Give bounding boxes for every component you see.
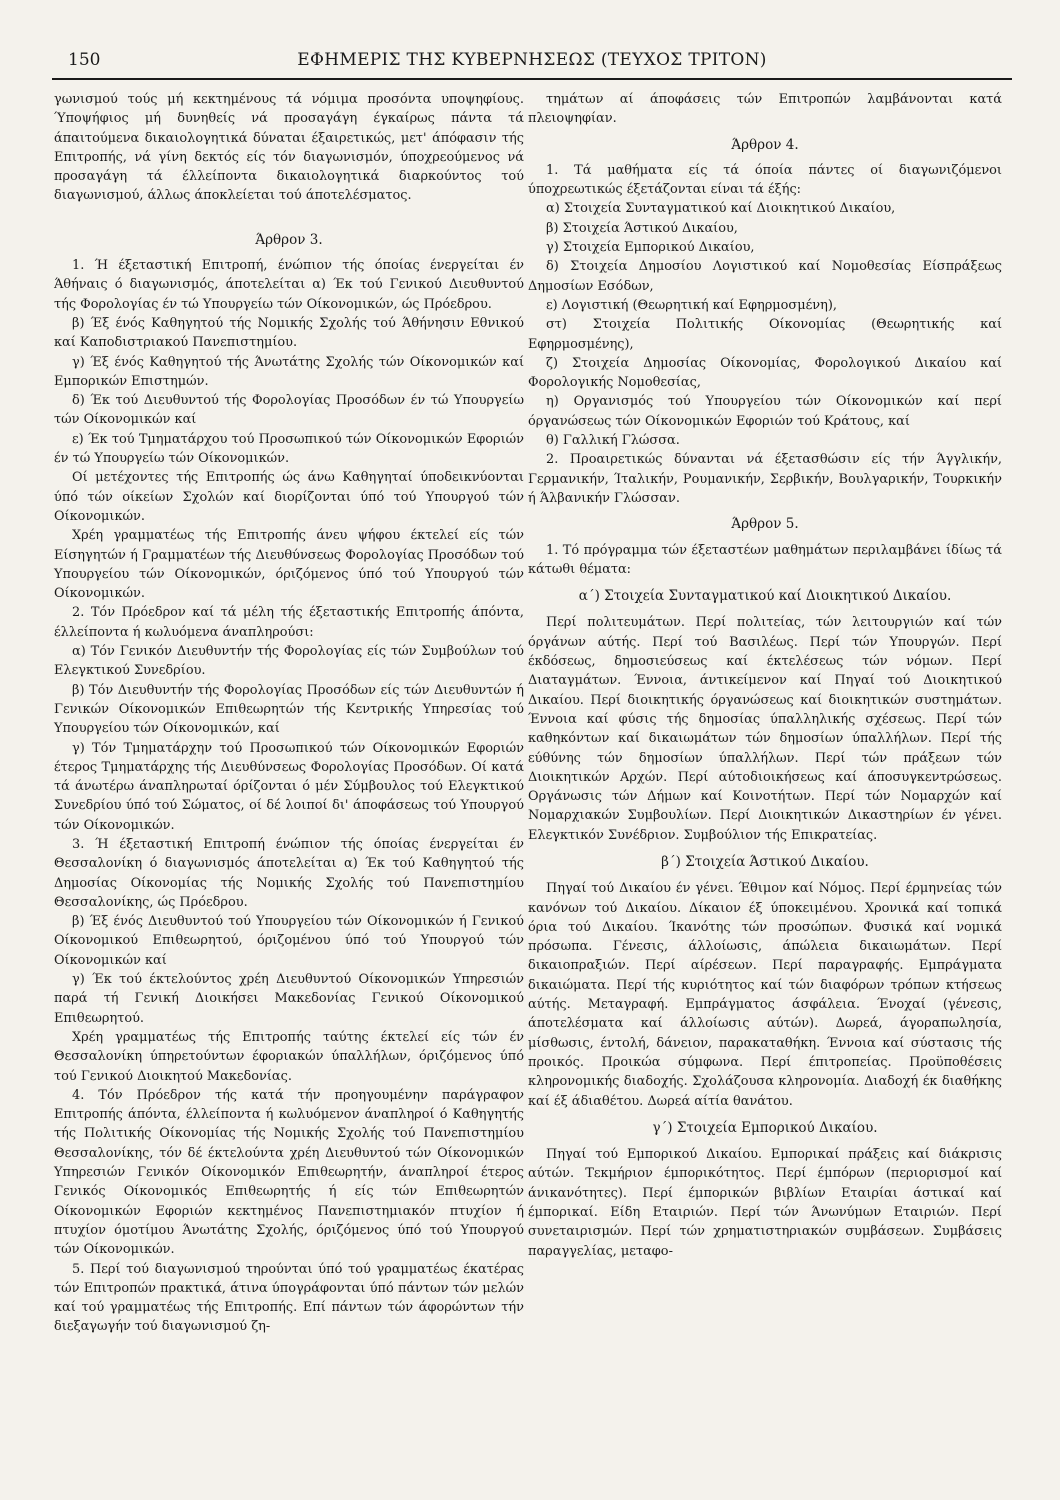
article-heading: Άρθρον 3.	[255, 231, 323, 248]
list-item: η) Οργανισμός τού Υπουργείου τών Οίκονομικών καί περί όργανώσεως τών Οίκονομικών Εφοριών τού Κράτους, καί	[528, 394, 1002, 429]
paragraph: 1. Τά μαθήματα είς τά όποία πάντες οί διαγωνιζόμενοι ύποχρεωτικώς έξετάζονται είναι τά έξής:	[528, 162, 1002, 198]
paragraph: γ) Έξ ένός Καθηγητού τής Άνωτάτης Σχολής τών Οίκονομικών καί Εμπορικών Επιστημών.	[54, 354, 524, 389]
paragraph: ε) Έκ τού Τμηματάρχου τού Προσωπικού τών Οίκονομικών Εφοριών έν τώ Υπουργείω τών Οίκονομικών.	[54, 431, 524, 467]
left-column	[54, 90, 524, 1337]
page-number: 150	[68, 50, 101, 70]
paragraph: 4. Τόν Πρόεδρον τής κατά τήν προηγουμένην παράγραφον Επιτροπής άπόντα, έλλείποντα ή κωλυόμενον άναπληροί ό Καθηγητής τής Πολιτικής Οίκονομίας τής Νομικής Σχολής τού Πανεπιστημίου Θεσσαλονίκης, τόν δέ έκτελούντα χρέη Διευθυντού τών Οίκονομικών Υπηρεσιών Γενικόν Οίκονομικόν Επιθεωρητήν, άναπληροί έτερος Γενικός Οίκονομικός Επιθεωρητής ή είς τών Επιθεωρητών Οίκονομικών Εφοριών κεκτημένος Πανεπιστημιακόν πτυχίον ή πτυχίον όμοτίμου Άνωτάτης Σχολής, όριζόμενος ύπό τού Υπουργού τών Οίκονομικών.	[54, 1087, 524, 1258]
list-item: ζ) Στοιχεία Δημοσίας Οίκονομίας, Φορολογικού Δικαίου καί Φορολογικής Νομοθεσίας,	[528, 355, 1002, 391]
paragraph: 2. Προαιρετικώς δύνανται νά έξετασθώσιν είς τήν Άγγλικήν, Γερμανικήν, Ίταλικήν, Ρουμανικήν, Σερβικήν, Βουλγαρικήν, Τουρκικήν ή Άλβανικήν Γλώσσαν.	[528, 452, 1002, 506]
paragraph: 1. Τό πρόγραμμα τών έξεταστέων μαθημάτων περιλαμβάνει ίδίως τά κάτωθι θέματα:	[528, 542, 1002, 577]
list-item: θ) Γαλλική Γλώσσα.	[546, 433, 680, 449]
section-heading: γ΄) Στοιχεία Εμπορικού Δικαίου.	[652, 1119, 878, 1136]
page-header	[52, 48, 1012, 80]
paragraph: δ) Έκ τού Διευθυντού τής Φορολογίας Προσόδων έν τώ Υπουργείω τών Οίκονομικών καί	[54, 393, 524, 428]
paragraph: 3. Ή έξεταστική Επιτροπή ένώπιον τής όποίας ένεργείται έν Θεσσαλονίκη ό διαγωνισμός άποτελείται α) Έκ τού Καθηγητού τής Δημοσίας Οίκονομίας τής Νομικής Σχολής τού Πανεπιστημίου Θεσσαλονίκης, ώς Πρόεδρου.	[54, 836, 524, 910]
paragraph: Πηγαί τού Δικαίου έν γένει. Έθιμον καί Νόμος. Περί έρμηνείας τών κανόνων τού Δικαίου. Δίκαιον έξ ύποκειμένου. Χρονικά καί τοπικά όρια τού Δικαίου. Ίκανότης τών προσώπων. Φυσικά καί νομικά πρόσωπα. Γένεσις, άλλοίωσις, άπώλεια δικαιωμάτων. Περί δικαιοπραξιών. Περί αίρέσεων. Περί παραγραφής. Εμπράγματα δικαιώματα. Περί τής κυριότητος καί τών διαφόρων τρόπων κτήσεως αύτής. Μεταγραφή. Εμπράγματος άσφάλεια. Ένοχαί (γένεσις, άποτελέσματα καί άλλοίωσις αύτών). Δωρεά, άγοραπωλησία, μίσθωσις, έντολή, δάνειον, παρακαταθήκη. Έννοια καί σύστασις τής προικός. Προικώα σύμφωνα. Περί έπιτροπείας. Προϋποθέσεις κληρονομικής διαδοχής. Σχολάζουσα κληρονομία. Διαδοχή έκ διαθήκης καί έξ άδιαθέτου. Δωρεά αίτία θανάτου.	[528, 881, 1002, 1109]
paragraph: Περί πολιτευμάτων. Περί πολιτείας, τών λειτουργιών καί τών όργάνων αύτής. Περί τού Βασιλέως. Περί τών Υπουργών. Περί έκδόσεως, δημοσιεύσεως καί έκτελέσεως τών νόμων. Περί Διαταγμάτων. Έννοια, άντικείμενον καί Πηγαί τού Διοικητικού Δικαίου. Περί διοικητικής όργανώσεως καί διοικητικών συστημάτων. Έννοια καί φύσις τής δημοσίας ύπαλληλικής σχέσεως. Περί τών καθηκόντων καί δικαιωμάτων τών δημοσίων ύπαλλήλων. Περί τής εύθύνης τών δημοσίων ύπαλλήλων. Περί τών πράξεων τών Διοικητικών Αρχών. Περί αύτοδιοικήσεως καί άποσυγκεντρώσεως. Οργάνωσις τών Δήμων καί Κοινοτήτων. Περί τών Νομαρχών καί Νομαρχιακών Συμβουλίων. Περί Διοικητικών Δικαστηρίων έν γένει. Ελεγκτικόν Συνέδριον. Συμβούλιον τής Επικρατείας.	[528, 615, 1002, 843]
article-heading: Άρθρον 4.	[731, 136, 799, 153]
paragraph: Χρέη γραμματέως τής Επιτροπής ταύτης έκτελεί είς τών έν Θεσσαλονίκη ύπηρετούντων έφοριακών ύπαλλήλων, όριζόμενος ύπό τού Γενικού Διοικητού Μακεδονίας.	[54, 1029, 524, 1084]
paragraph: γ) Έκ τού έκτελούντος χρέη Διευθυντού Οίκονομικών Υπηρεσιών παρά τή Γενική Διοικήσει Μακεδονίας Γενικού Οίκονομικού Επιθεωρητού.	[54, 972, 524, 1026]
article-heading: Άρθρον 5.	[731, 516, 799, 533]
paragraph: Οί μετέχοντες τής Επιτροπής ώς άνω Καθηγηταί ύποδεικνύονται ύπό τών οίκείων Σχολών καί διορίζονται ύπό τού Υπουργού τών Οίκονομικών.	[54, 470, 524, 524]
paragraph: γ) Τόν Τμηματάρχην τού Προσωπικού τών Οίκονομικών Εφοριών έτερος Τμηματάρχης τής Διευθύνσεως Φορολογίας Προσόδων. Οί κατά τά άνωτέρω άναπληρωταί όρίζονται ό μέν Σύμβουλος τού Ελεγκτικού Συνεδρίου ύπό τού Σώματος, οί δέ λοιποί δι' άποφάσεως τού Υπουργού τών Οίκονομικών.	[54, 740, 524, 833]
list-item: ε) Λογιστική (Θεωρητική καί Εφηρμοσμένη),	[546, 297, 837, 313]
paragraph: β) Έξ ένός Καθηγητού τής Νομικής Σχολής τού Άθήνησιν Εθνικού καί Καποδιστριακού Πανεπιστημίου.	[54, 315, 524, 351]
section-heading: α΄) Στοιχεία Συνταγματικού καί Διοικητικού Δικαίου.	[578, 588, 952, 605]
paragraph: α) Τόν Γενικόν Διευθυντήν τής Φορολογίας είς τών Συμβούλων τού Ελεγκτικού Συνεδρίου.	[54, 644, 524, 679]
paragraph: Πηγαί τού Εμπορικού Δικαίου. Εμπορικαί πράξεις καί διάκρισις αύτών. Τεκμήριον έμπορικότητος. Περί έμπόρων (περιορισμοί καί άνικανότητες). Περί έμπορικών βιβλίων Εταιρίαι άστικαί καί έμπορικαί. Είδη Εταιριών. Περί τών Άνωνύμων Εταιριών. Περί συνεταιρισμών. Περί τών χρηματιστηριακών συμβάσεων. Συμβάσεις παραγγελίας, μεταφο-	[528, 1147, 1002, 1259]
list-item: στ) Στοιχεία Πολιτικής Οίκονομίας (Θεωρητικής καί Εφηρμοσμένης),	[528, 317, 1002, 352]
paragraph: Χρέη γραμματέως τής Επιτροπής άνευ ψήφου έκτελεί είς τών Είσηγητών ή Γραμματέων τής Διευθύνσεως Φορολογίας Προσόδων τού Υπουργείου τών Οίκονομικών, όριζόμενος ύπό τού Υπουργού τών Οίκονομικών.	[54, 528, 524, 602]
list-item: β) Στοιχεία Άστικού Δικαίου,	[546, 220, 738, 236]
section-heading: β΄) Στοιχεία Άστικού Δικαίου.	[661, 853, 869, 870]
right-column	[528, 90, 1002, 1261]
list-item: α) Στοιχεία Συνταγματικού καί Διοικητικού Δικαίου,	[546, 201, 896, 217]
paragraph: 2. Τόν Πρόεδρον καί τά μέλη τής έξεταστικής Επιτροπής άπόντα, έλλείποντα ή κωλυόμενα άναπληρούσι:	[54, 605, 524, 640]
paragraph: 5. Περί τού διαγωνισμού τηρούνται ύπό τού γραμματέως έκατέρας τών Επιτροπών πρακτικά, άτινα ύπογράφονται ύπό πάντων τών μελών καί τού γραμματέως τής Επιτροπής. Επί πάντων τών άφορώντων τήν διεξαγωγήν τού διαγωνισμού ζη-	[54, 1261, 524, 1335]
list-item: δ) Στοιχεία Δημοσίου Λογιστικού καί Νομοθεσίας Είσπράξεως Δημοσίων Εσόδων,	[528, 259, 1002, 294]
list-item: γ) Στοιχεία Εμπορικού Δικαίου,	[546, 240, 755, 256]
paragraph: γωνισμού τούς μή κεκτημένους τά νόμιμα προσόντα υποψηφίους. Ύποψήφιος μή δυνηθείς νά προσαγάγη έγκαίρως πάντα τά άπαιτούμενα δικαιολογητικά δύναται έξαιρετικώς, μετ' άπόφασιν τής Επιτροπής, νά γίνη δεκτός είς τόν διαγωνισμόν, ύποχρεούμενος νά προσαγάγη τά έλλείποντα δικαιολογητικά διαρκούντος τού διαγωνισμού, άλλως άποκλείεται τού άποτελέσματος.	[54, 92, 524, 204]
journal-title: ΕΦΗΜΕΡΙΣ ΤΗΣ ΚΥΒΕΡΝΗΣΕΩΣ (ΤΕΥΧΟΣ ΤΡΙΤΟΝ)	[297, 50, 767, 70]
paragraph: 1. Ή έξεταστική Επιτροπή, ένώπιον τής όποίας ένεργείται έν Άθήναις ό διαγωνισμός, άποτελείται α) Έκ τού Γενικού Διευθυντού τής Φορολογίας έν τώ Υπουργείω τών Οίκονομικών, ώς Πρόεδρου.	[54, 258, 524, 312]
paragraph: β) Έξ ένός Διευθυντού τού Υπουργείου τών Οίκονομικών ή Γενικού Οίκονομικού Επιθεωρητού, όριζομένου ύπό τού Υπουργού τών Οίκονομικών καί	[54, 914, 524, 968]
paragraph: β) Τόν Διευθυντήν τής Φορολογίας Προσόδων είς τών Διευθυντών ή Γενικών Οίκονομικών Επιθεωρητών τής Κεντρικής Υπηρεσίας τού Υπουργείου τών Οίκονομικών, καί	[54, 682, 524, 737]
paragraph: τημάτων αί άποφάσεις τών Επιτροπών λαμβάνονται κατά πλειοψηφίαν.	[528, 92, 1002, 127]
